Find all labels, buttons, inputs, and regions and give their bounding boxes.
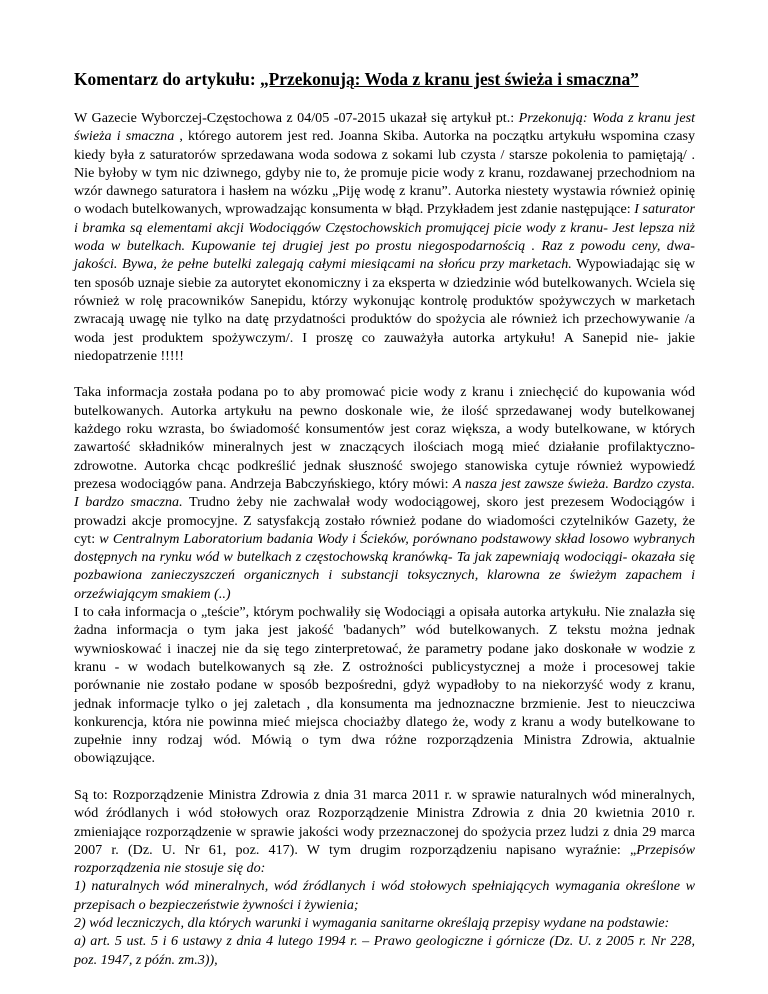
p1-run: , którego autorem jest red. Joanna Skiba. Autorka na początku artykułu wspomina czasy kiedy była z saturatorów sprzedawana woda sodowa z sokami lub czysta / starsze pokolenia to pamiętają/ . Nie byłoby w tym nic dziwnego, gdyby nie to, że promuje picie wody z kranu, rozdawanej przechodniom na wzór dawnego saturatora i hasłem na wózku „Piję wodę z kranu”. Autorka niestety wystawia również opinię o wodach butelkowanych, wprowadzając konsumenta w błąd. Przykładem jest zdanie następujące:: [74, 128, 695, 218]
paragraph-2: [74, 383, 695, 603]
list-item: 2) wód leczniczych, dla których warunki i wymagania sanitarne określają przepisy wydane na podstawie:: [74, 915, 670, 932]
title-prefix: Komentarz do artykułu:: [74, 69, 260, 89]
p1-run: W Gazecie Wyborczej-Częstochowa z 04/05 -07-2015 ukazał się artykuł pt.:: [74, 110, 519, 126]
p2-run: Taka informacja została podana po to aby promować picie wody z kranu i zniechęcić do kupowania wód butelkowanych. Autorka artykułu na pewno doskonale wie, że ilość sprzedawanej wody butelkowanej każdego roku wzrasta, bo świadomość konsumentów jest coraz większa, a wody butelkowane, w których zawartość składników mineralnych jest w znaczących ilościach mogą mieć działanie profilaktyczno-zdrowotne. Autorka chcąc podkreślić jednak słuszność swojego stanowiska cytuje również wypowiedź prezesa wodociągów pana. Andrzeja Babczyńskiego, który mówi:: [74, 384, 695, 492]
list-item: 1) naturalnych wód mineralnych, wód źródlanych i wód stołowych spełniających wymagania określone w przepisach o bezpieczeństwie żywności i żywienia;: [74, 878, 695, 913]
p1-run-italic: I saturator i bramka są elementami akcji Wodociągów Częstochowskich promującej picie wody z kranu- Jest lepsza niż woda w butelkach. Kupowanie tej drugiej jest po prostu niegospodarnością . Raz z powodu ceny, dwa-jakości. Bywa, że pełne butelki zalegają całymi miesiącami na słońcu przy marketach.: [74, 201, 695, 273]
paragraph-gap: [74, 768, 695, 786]
p2-run-italic: w Centralnym Laboratorium badania Wody i Ścieków, porównano podstawowy skład losowo wybranych dostępnych na rynku wód w butelkach z częstochowską kranówką- Ta jak zapewniają wodociągi- okazała się pozbawiona zanieczyszczeń organicznych i substancji toksycznych, klarowna ze świeżym zapachem i orzeźwiającym smakiem (..): [74, 530, 695, 602]
p2-run: Trudno żeby nie zachwalał wody wodociągowej, skoro jest prezesem Wodociągów i prowadzi akcje promocyjne. Z satysfakcją zostało również podane do wiadomości czytelników Gazety, że cyt:: [74, 494, 695, 547]
p1-run-italic: Przekonują: Woda z kranu jest świeża i smaczna: [74, 110, 695, 145]
p1-run: Wypowiadając się w ten sposób uznaje siebie za autorytet ekonomiczny i za eksperta w dziedzinie wód butelkowanych. Wciela się również w rolę pracowników Sanepidu, którzy wykonując kontrolę produktów spożywczych w marketach zwracają uwagę nie tylko na datę przydatności produktów do spożycia ale również ich przechowywanie /a woda jest produktem spożywczym/. I proszę co zauważyła autorka artykułu! A Sanepid nie- jakie niedopatrzenie !!!!!: [74, 256, 695, 364]
paragraph-3: I to cała informacja o „teście”, którym pochwaliły się Wodociągi a opisała autorka artykułu. Nie znalazła się żadna informacja o tym jaka jest jakość 'badanych” wód butelkowanych. Z tekstu można jednak wywnioskować i inaczej nie da się tego zinterpretować, że parametry podane jako doskonałe w wodzie z kranu - w wodach butelkowanych są złe. Z ostrożności publicystycznej a może i procesowej takie porównanie nie zostało podane w sposób bezpośredni, gdyż wypadłoby to na niekorzyść wody z kranu, jednak informacje tylko o jej zaletach , dla konsumenta ma jednoznaczne brzmienie. Jest to nieuczciwa konkurencja, która nie powinna mieć miejsca chociażby dlatego że, wody z kranu a wody butelkowane to zupełnie inny rodzaj wód. Mówią o tym dwa różne rozporządzenia Ministra Zdrowia, aktualnie obowiązujące.: [74, 604, 695, 767]
paragraph-gap: [74, 365, 695, 383]
p4-run: Są to: Rozporządzenie Ministra Zdrowia z dnia 31 marca 2011 r. w sprawie naturalnych wód mineralnych, wód źródlanych i wód stołowych oraz Rozporządzenie Ministra Zdrowia z dnia 20 kwietnia 2010 r. zmieniające rozporządzenie w sprawie jakości wody przeznaczonej do spożycia przez ludzi z dnia 29 marca 2007 r. (Dz. U. Nr 61, poz. 417). W tym drugim rozporządzeniu napisano wyraźnie: „: [74, 786, 695, 858]
list-item: a) art. 5 ust. 5 i 6 ustawy z dnia 4 lutego 1994 r. – Prawo geologiczne i górnicze (Dz. U. z 2005 r. Nr 228, poz. 1947, z późn. zm.3)),: [74, 933, 695, 968]
paragraph-4: [74, 786, 695, 877]
quoted-list: [74, 877, 695, 968]
paragraph-1: [74, 109, 695, 365]
article-title: [74, 68, 695, 90]
p2-run-italic: A nasza jest zawsze świeża. Bardzo czysta. I bardzo smaczna.: [74, 475, 695, 511]
p4-run-italic: Przepisów rozporządzenia nie stosuje się do:: [74, 841, 695, 877]
title-quote: „Przekonują: Woda z kranu jest świeża i smaczna”: [259, 69, 639, 89]
